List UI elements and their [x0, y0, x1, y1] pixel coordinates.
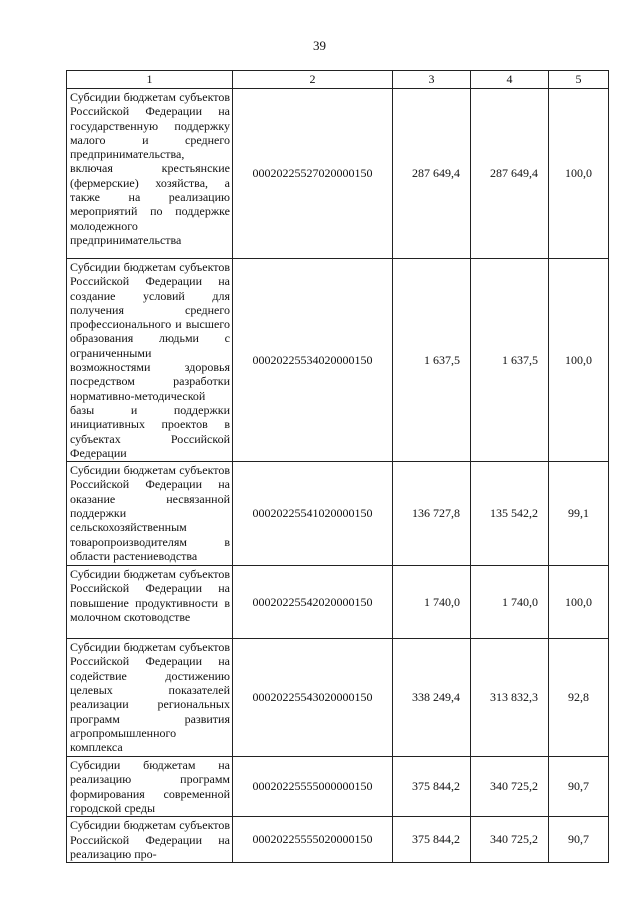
row-name: Субсидии бюджетам субъектов Российской Федерации на повышение продуктивности в молочном скотоводстве	[67, 566, 233, 639]
row-percent: 92,8	[549, 639, 609, 757]
header-col-1: 1	[67, 71, 233, 89]
row-fact: 1 637,5	[471, 259, 549, 462]
table-row	[67, 89, 609, 259]
table-row	[67, 462, 609, 566]
budget-table	[66, 70, 609, 863]
row-fact: 340 725,2	[471, 757, 549, 817]
row-fact: 135 542,2	[471, 462, 549, 566]
row-name: Субсидии бюджетам субъектов Российской Федерации на оказание несвязанной поддержки сельскохозяйственным товаропроизводителям в области растениеводства	[67, 462, 233, 566]
row-plan: 1 740,0	[393, 566, 471, 639]
row-code: 00020225541020000150	[233, 462, 393, 566]
row-plan: 375 844,2	[393, 757, 471, 817]
row-percent: 99,1	[549, 462, 609, 566]
row-percent: 100,0	[549, 259, 609, 462]
row-plan: 375 844,2	[393, 817, 471, 863]
table-row	[67, 566, 609, 639]
header-row	[67, 71, 609, 89]
header-col-2: 2	[233, 71, 393, 89]
row-percent: 100,0	[549, 89, 609, 259]
table-body	[67, 89, 609, 863]
row-code: 00020225542020000150	[233, 566, 393, 639]
row-code: 00020225527020000150	[233, 89, 393, 259]
page-number: 39	[313, 38, 326, 53]
row-percent: 90,7	[549, 757, 609, 817]
table-row	[67, 817, 609, 863]
row-plan: 338 249,4	[393, 639, 471, 757]
row-name: Субсидии бюджетам субъектов Российской Федерации на государственную поддержку малого и среднего предпринимательства, включая крестьянские (фермерские) хозяйства, а также на реализацию мероприятий по поддержке молодежного предпринимательства	[67, 89, 233, 259]
row-name: Субсидии бюджетам субъектов Российской Федерации на создание условий для получения среднего профессионального и высшего образования людьми с ограниченными возможностями здоровья посредством разработки нормативно-методической базы и поддержки инициативных проектов в субъектах Российской Федерации	[67, 259, 233, 462]
header-col-5: 5	[549, 71, 609, 89]
table-row	[67, 259, 609, 462]
table-row	[67, 639, 609, 757]
row-percent: 100,0	[549, 566, 609, 639]
row-fact: 313 832,3	[471, 639, 549, 757]
table-header	[67, 71, 609, 89]
row-fact: 340 725,2	[471, 817, 549, 863]
row-name: Субсидии бюджетам на реализацию программ формирования современной городской среды	[67, 757, 233, 817]
row-code: 00020225534020000150	[233, 259, 393, 462]
row-name: Субсидии бюджетам субъектов Российской Федерации на реализацию про-	[67, 817, 233, 863]
row-code: 00020225543020000150	[233, 639, 393, 757]
header-col-3: 3	[393, 71, 471, 89]
row-code: 00020225555020000150	[233, 817, 393, 863]
row-name: Субсидии бюджетам субъектов Российской Федерации на содействие достижению целевых показателей реализации региональных программ развития агропромышленного комплекса	[67, 639, 233, 757]
table-row	[67, 757, 609, 817]
row-percent: 90,7	[549, 817, 609, 863]
header-col-4: 4	[471, 71, 549, 89]
row-plan: 136 727,8	[393, 462, 471, 566]
row-fact: 1 740,0	[471, 566, 549, 639]
row-fact: 287 649,4	[471, 89, 549, 259]
row-plan: 287 649,4	[393, 89, 471, 259]
row-plan: 1 637,5	[393, 259, 471, 462]
row-code: 00020225555000000150	[233, 757, 393, 817]
